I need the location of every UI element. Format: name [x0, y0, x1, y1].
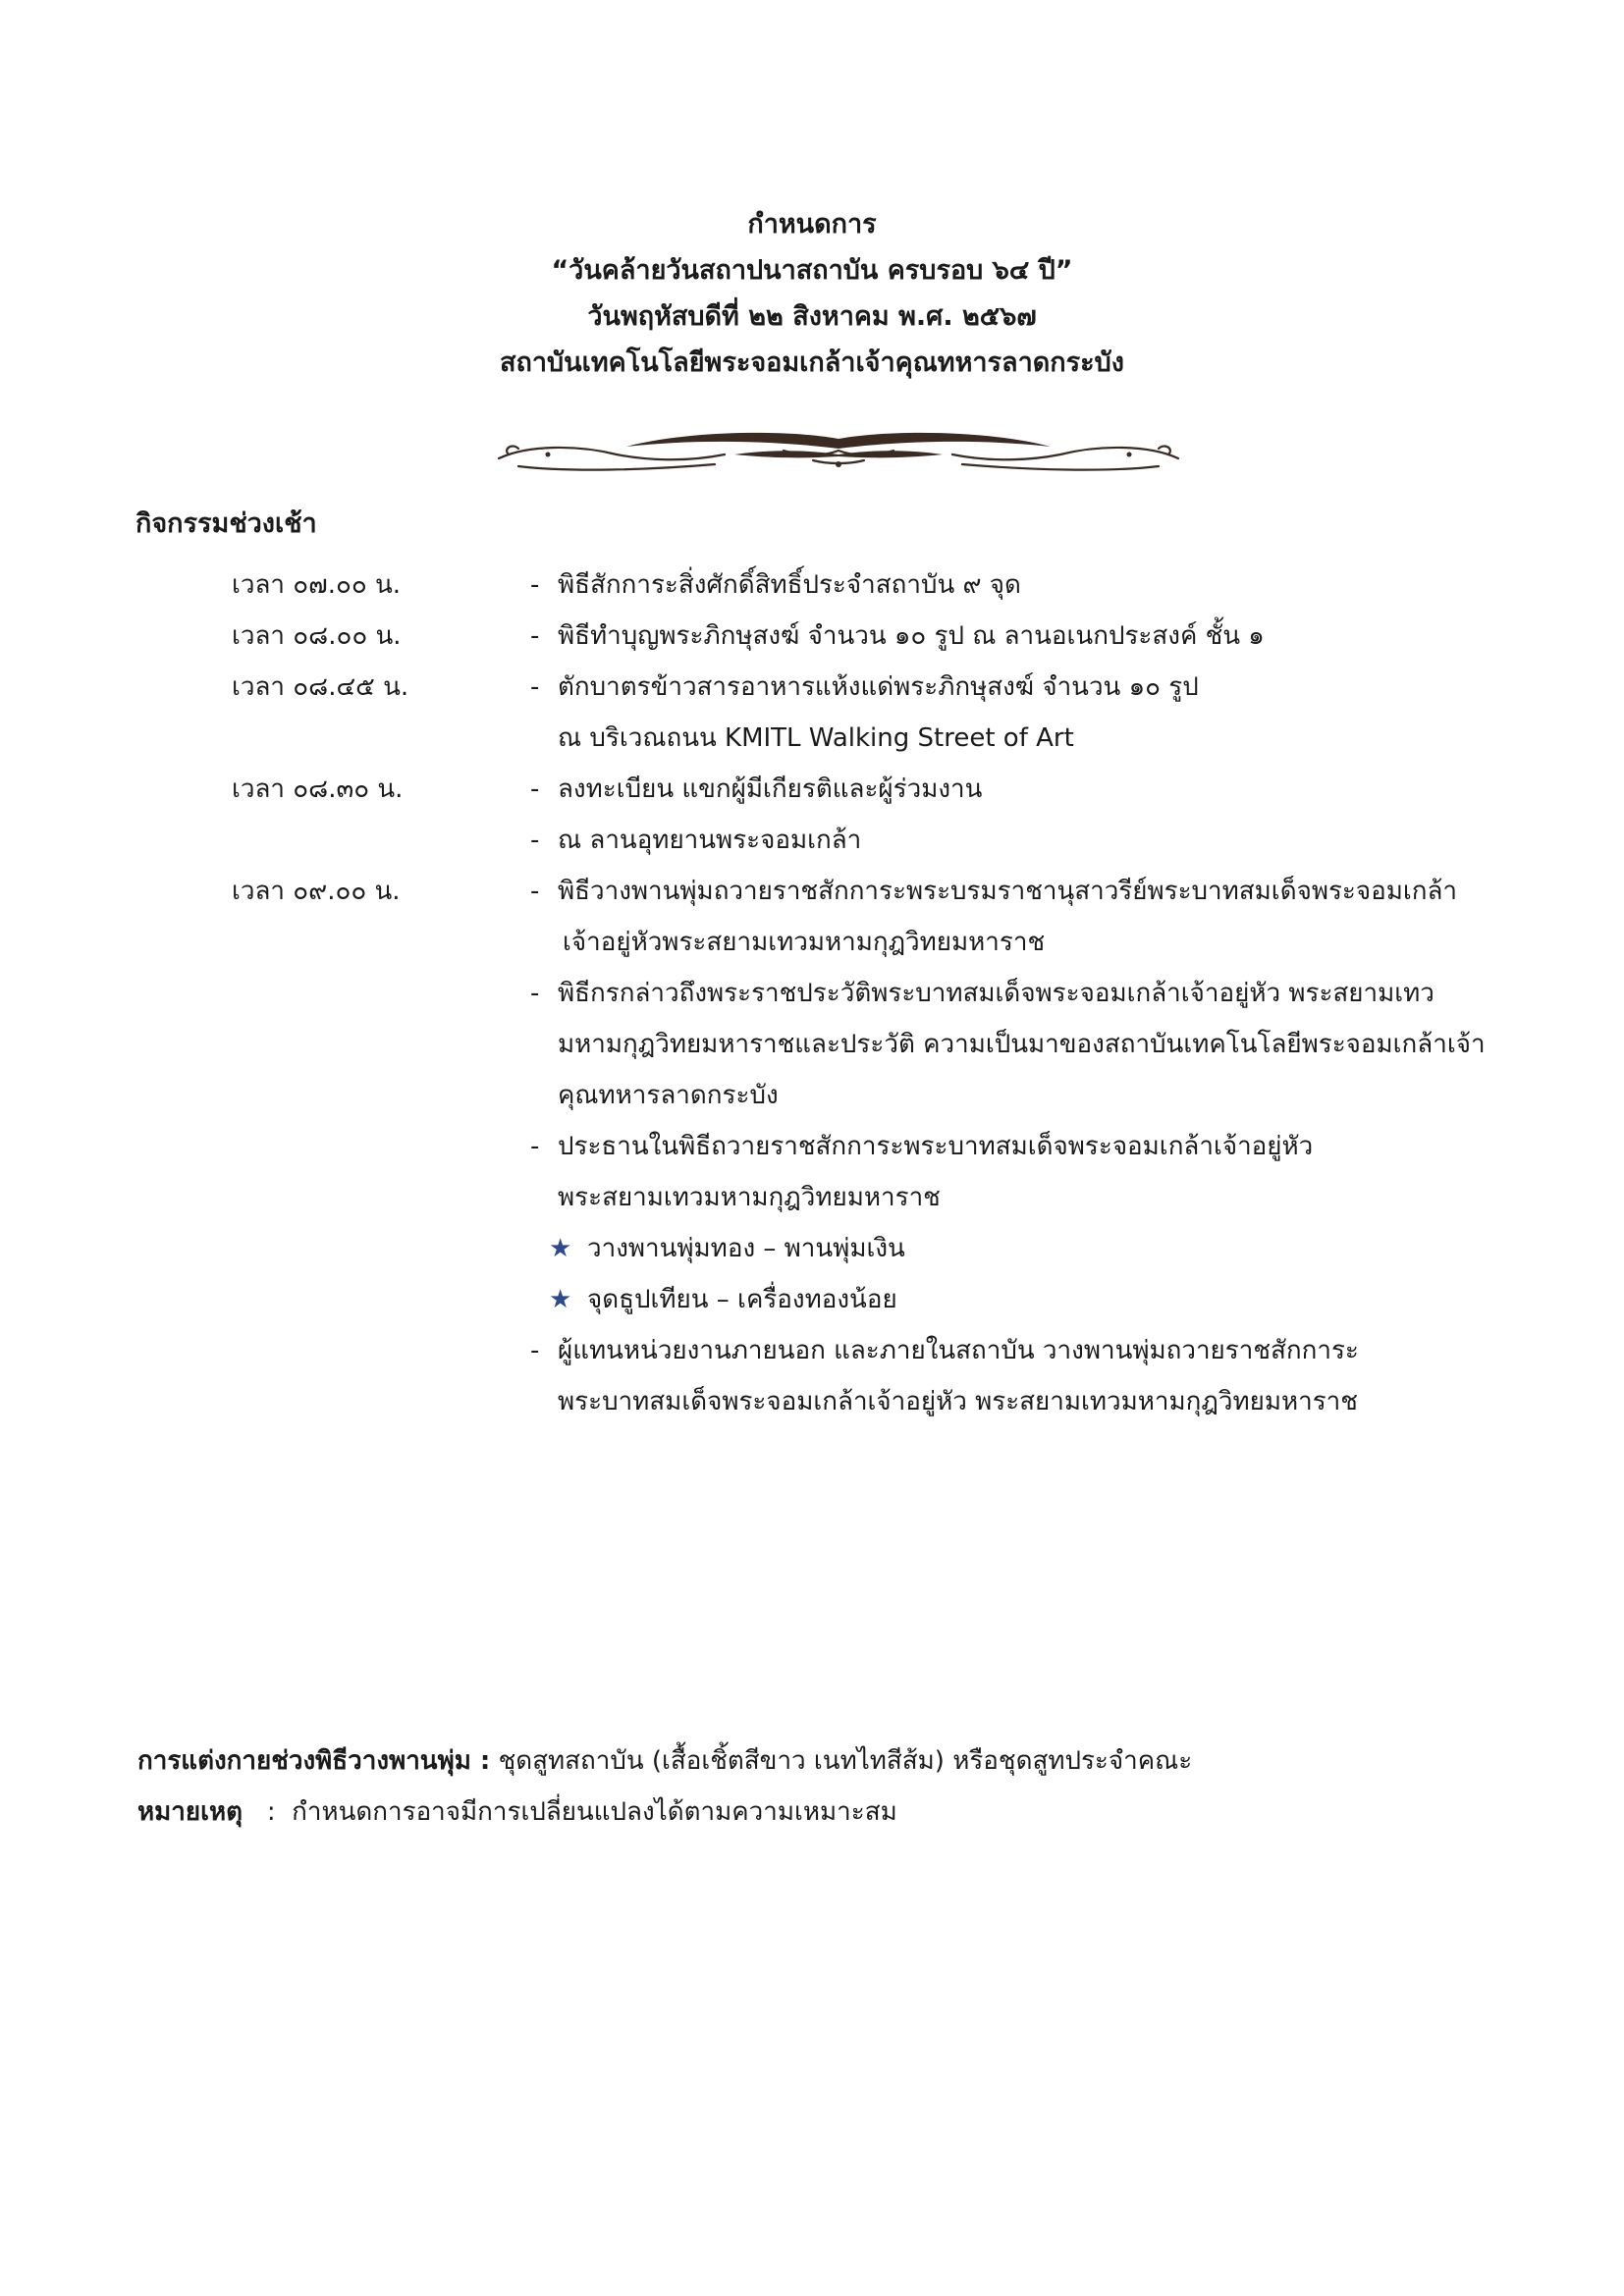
schedule-activity: เจ้าอยู่หัวพระสยามเทวมหามกุฎวิทยมหาราช	[563, 928, 1046, 957]
schedule-row-continuation	[0, 1019, 1624, 1070]
schedule-activity: พิธีกรกล่าวถึงพระราชประวัติพระบาทสมเด็จพระจอมเกล้าเจ้าอยู่หัว พระสยามเทว	[558, 979, 1435, 1008]
note-line	[137, 1787, 897, 1838]
schedule-activity: พิธีทำบุญพระภิกษุสงฆ์ จำนวน ๑๐ รูป ณ ลานอเนกประสงค์ ชั้น ๑	[558, 621, 1265, 651]
header-event-name: “วันคล้ายวันสถาปนาสถาบัน ครบรอบ ๖๔ ปี”	[551, 255, 1073, 286]
bullet-dash: -	[530, 672, 540, 702]
schedule-row	[0, 662, 1624, 713]
bullet-dash: -	[530, 877, 540, 906]
schedule-row	[0, 611, 1624, 662]
schedule-time: เวลา ๐๘.๓๐ น.	[232, 774, 404, 804]
dress-code-line	[137, 1735, 1192, 1787]
schedule-activity: วางพานพุ่มทอง – พานพุ่มเงิน	[587, 1234, 905, 1263]
header-institution: สถาบันเทคโนโลยีพระจอมเกล้าเจ้าคุณทหารลาดกระบัง	[500, 347, 1124, 378]
dress-code-text: ชุดสูทสถาบัน (เสื้อเชิ้ตสีขาว เนทไทสีส้ม) หรือชุดสูทประจำคณะ	[490, 1746, 1193, 1776]
star-icon: ★	[549, 1285, 572, 1314]
bullet-dash: -	[530, 1132, 540, 1161]
schedule-row	[0, 764, 1624, 815]
schedule-row-continuation	[0, 713, 1624, 764]
header-title: กำหนดการ	[747, 209, 877, 240]
schedule-activity: ผู้แทนหน่วยงานภายนอก และภายในสถาบัน วางพานพุ่มถวายราชสักการะ	[558, 1336, 1359, 1365]
schedule-row-continuation	[0, 917, 1624, 968]
document-header	[0, 201, 1624, 386]
schedule-row	[0, 815, 1624, 866]
schedule-time: เวลา ๐๗.๐๐ น.	[232, 570, 402, 600]
schedule-sub-item	[0, 1274, 1624, 1325]
schedule-row	[0, 968, 1624, 1019]
schedule-activity: พิธีสักการะสิ่งศักดิ์สิทธิ์ประจำสถาบัน ๙ จุด	[558, 570, 1021, 600]
schedule-row-continuation	[0, 1070, 1624, 1121]
schedule-row-continuation	[0, 1376, 1624, 1427]
schedule-activity: ณ ลานอุทยานพระจอมเกล้า	[558, 826, 862, 855]
star-icon: ★	[549, 1234, 572, 1263]
schedule-activity: ตักบาตรข้าวสารอาหารแห้งแด่พระภิกษุสงฆ์ จำนวน ๑๐ รูป	[558, 672, 1199, 702]
bullet-dash: -	[530, 1336, 540, 1365]
schedule-activity: พระสยามเทวมหามกุฎวิทยมหาราช	[558, 1183, 941, 1212]
schedule-activity: ประธานในพิธีถวายราชสักการะพระบาทสมเด็จพระจอมเกล้าเจ้าอยู่หัว	[558, 1132, 1314, 1161]
section-title-morning: กิจกรรมช่วงเช้า	[135, 508, 317, 539]
bullet-dash: -	[530, 826, 540, 855]
schedule-time: เวลา ๐๙.๐๐ น.	[232, 877, 401, 906]
schedule-activity: คุณทหารลาดกระบัง	[558, 1081, 779, 1110]
dress-code-label: การแต่งกายช่วงพิธีวางพานพุ่ม :	[137, 1746, 491, 1776]
schedule-activity: มหามกุฎวิทยมหาราชและประวัติ ความเป็นมาของสถาบันเทคโนโลยีพระจอมเกล้าเจ้า	[558, 1030, 1486, 1059]
decorative-divider-ornament	[489, 425, 1188, 476]
schedule-row	[0, 560, 1624, 611]
schedule-activity: พิธีวางพานพุ่มถวายราชสักการะพระบรมราชานุสาวรีย์พระบาทสมเด็จพระจอมเกล้า	[558, 877, 1458, 906]
header-date: วันพฤหัสบดีที่ ๒๒ สิงหาคม พ.ศ. ๒๕๖๗	[587, 301, 1037, 332]
schedule-sub-item	[0, 1223, 1624, 1274]
schedule-row	[0, 1121, 1624, 1172]
schedule-activity: จุดธูปเทียน – เครื่องทองน้อย	[587, 1285, 897, 1314]
note-text: กำหนดการอาจมีการเปลี่ยนแปลงได้ตามความเหมาะสม	[292, 1797, 897, 1827]
bullet-dash: -	[530, 570, 540, 600]
schedule-activity: พระบาทสมเด็จพระจอมเกล้าเจ้าอยู่หัว พระสยามเทวมหามกุฎวิทยมหาราช	[558, 1387, 1358, 1416]
schedule-time: เวลา ๐๘.๐๐ น.	[232, 621, 402, 651]
schedule-row	[0, 866, 1624, 917]
schedule-row-continuation	[0, 1172, 1624, 1223]
note-separator: :	[243, 1797, 293, 1827]
bullet-dash: -	[530, 621, 540, 651]
schedule-activity: ณ บริเวณถนน KMITL Walking Street of Art	[558, 723, 1074, 753]
schedule-activity: ลงทะเบียน แขกผู้มีเกียรติและผู้ร่วมงาน	[558, 774, 983, 804]
note-label: หมายเหตุ	[137, 1797, 244, 1827]
schedule-row	[0, 1325, 1624, 1376]
bullet-dash: -	[530, 979, 540, 1008]
schedule-time: เวลา ๐๘.๔๕ น.	[232, 672, 409, 702]
bullet-dash: -	[530, 774, 540, 804]
